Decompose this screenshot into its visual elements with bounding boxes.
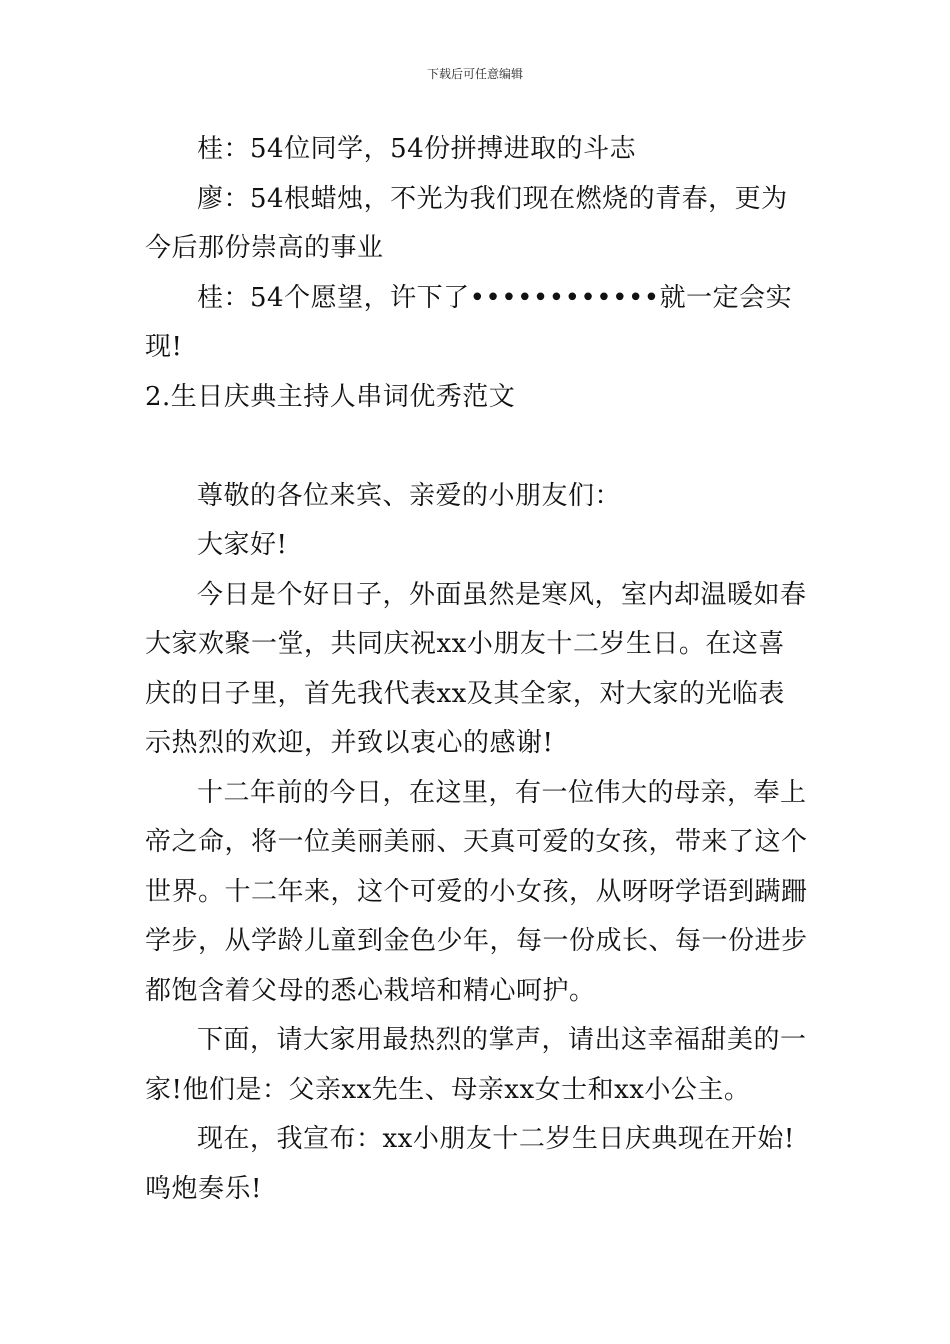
- paragraph-announce: 现在，我宣布：xx小朋友十二岁生日庆典现在开始!鸣炮奏乐!: [145, 1124, 795, 1204]
- paragraph-twelve-years: 十二年前的今日，在这里，有一位伟大的母亲，奉上帝之命，将一位美丽美丽、天真可爱的女孩，带来了这个世界。十二年来，这个可爱的小女孩，从呀呀学语到蹒跚学步，从学龄儿童到金色少年，每一份成长、每一份进步都饱含着父母的悉心栽培和精心呵护。: [145, 777, 808, 1006]
- paragraph-applause: 下面，请大家用最热烈的掌声，请出这幸福甜美的一家!他们是：父亲xx先生、母亲xx女士和xx小公主。: [145, 1025, 807, 1105]
- paragraph-liao: 廖：54根蜡烛，不光为我们现在燃烧的青春，更为今后那份崇高的事业: [145, 183, 788, 263]
- paragraph-gui-1: 桂：54位同学，54份拼搏进取的斗志: [197, 134, 637, 164]
- paragraph-greeting-guests: 尊敬的各位来宾、亲爱的小朋友们：: [197, 480, 622, 511]
- section-heading: 2.生日庆典主持人串词优秀范文: [145, 381, 516, 412]
- blank-line: [145, 422, 810, 472]
- paragraph-today: 今日是个好日子，外面虽然是寒风，室内却温暖如春大家欢聚一堂，共同庆祝xx小朋友十二岁生日。在这喜庆的日子里，首先我代表xx及其全家，对大家的光临表示热烈的欢迎，并致以衷心的感谢!: [145, 579, 807, 758]
- paragraph-hello: 大家好!: [197, 530, 288, 560]
- page-header: 下载后可任意编辑: [426, 67, 523, 81]
- paragraph-gui-2: 桂：54个愿望，许下了••••••••••••就一定会实现!: [145, 282, 793, 362]
- document-body: [145, 125, 810, 1214]
